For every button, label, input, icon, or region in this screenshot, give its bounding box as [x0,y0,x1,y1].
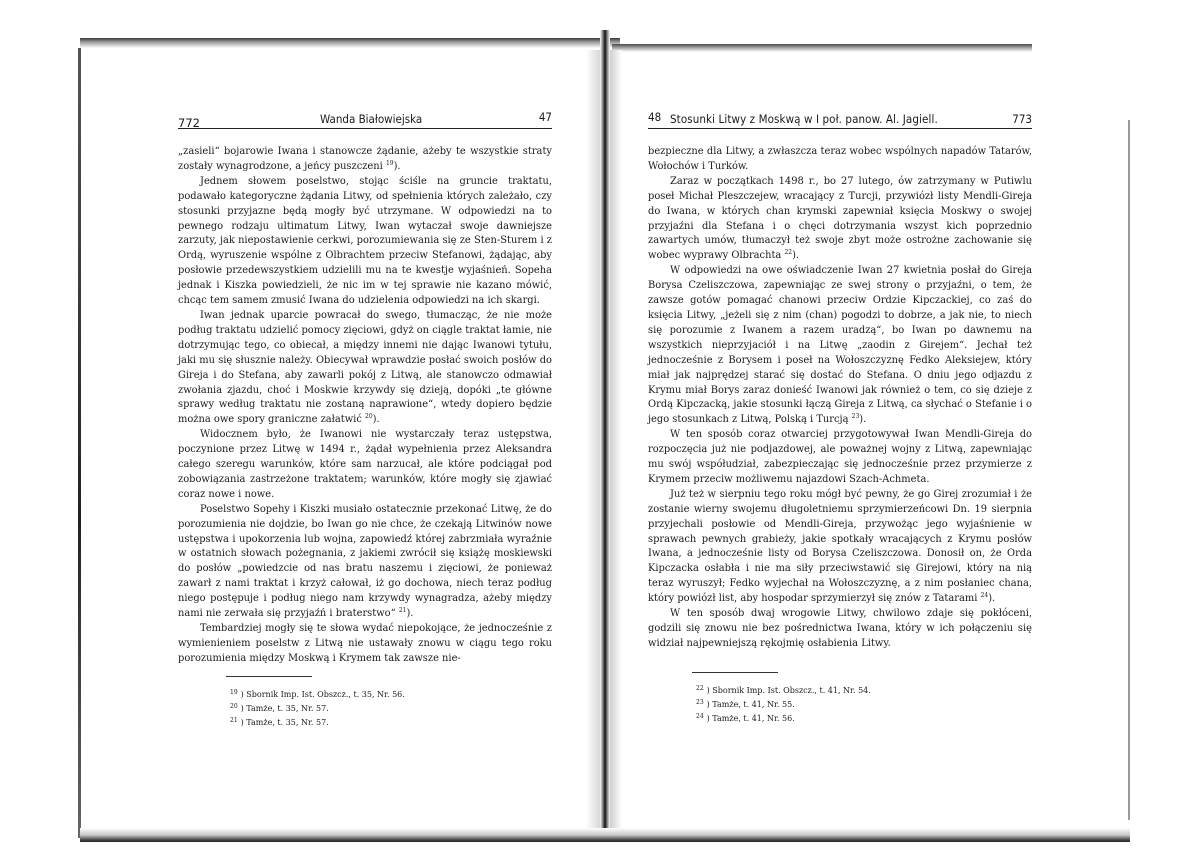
paragraph-text: ). [988,593,996,605]
footnote-reference: 23 [851,413,860,421]
paragraph-text: ). [792,250,800,262]
paragraph [648,145,1032,175]
footnote [230,715,552,729]
paragraph-text: ). [859,414,867,426]
scan-left-edge [78,48,81,838]
running-title-article: Stosunki Litwy z Moskwą w I poł. panow. Al. Jagiell. [670,112,938,126]
footnote-text: ) Tamże, t. 41, Nr. 55. [706,700,795,709]
right-page-header [648,108,1032,129]
page-number-772: 772 [178,116,200,130]
paragraph-text: „zasieli“ bojarowie Iwana i stanowcze żądanie, ażeby te wszystkie straty zostały wynagrodzone, a jeńcy puszczeni [178,146,552,172]
footnote-reference: 20 [365,413,373,421]
footnote-number: 22 [696,685,704,692]
paragraph [178,309,552,428]
paragraph [178,145,552,175]
footnote-text: ) Tamże, t. 35, Nr. 57. [240,704,329,713]
paragraph-text: Iwan jednak uparcie powracał do swego, tłumacząc, że nie może podług traktatu udzielić pomocy zięciowi, gdyż on ciągle traktat łamie, nie dotrzymując tego, co obiecał, a między innemi nie dając Iwanowi tytułu, jaki mu się słusznie należy. Obiecywał wprawdzie posłać swoich posłów do Gireja i do Stefana, aby zawarli pokój z Litwą, ale stanowczo odmawiał zwołania zjazdu, choć i Moskwie krzywdy się dzieją, dopóki „te główne sprawy według traktatu nie zostaną naprawione“, wtedy dopiero będzie można owe spory graniczne załatwić [178,309,552,426]
paragraph [178,428,552,503]
scan-bottom-edge [80,828,1130,842]
paragraph-text: bezpieczne dla Litwy, a zwłaszcza teraz wobec wspólnych napadów Tatarów, Wołochów i Turków. [648,146,1032,172]
footnote-number: 19 [230,689,238,696]
footnote-reference: 21 [398,607,407,615]
footnote [696,697,1032,711]
footnote [230,687,552,701]
paragraph-text: W odpowiedzi na owe oświadczenie Iwan 27 kwietnia posłał do Gireja Borysa Czeliszczowa, zapewniając ze swej strony o przyjaźni, o tem, że zawsze gotów pomagać chanowi przeciw Ordzie Kipczackiej, co zaś do księcia Litwy, „jeżeli się z nim (chan) pogodzi to dobrze, a jak nie, to niech się porozumie z Iwanem a razem uradzą“, bo Iwan po dawnemu na wszystkich nieprzyjaciół i na Litwę „zaodin z Girejem“. Jechał też jednocześnie z Borysem i poseł na Wołoszczyznę Fedko Aleksiejew, który miał jak najprędzej starać się dostać do Stefana. O dniu jego odjazdu z Krymu miał Borys zaraz donieść Iwanowi jak również o tem, co się dzieje z Ordą Kipczacką, jakie stosunki łączą Gireja z Litwą, ca słychać o Stefanie i o jego stosunkach z Litwą, Polską i Turcją [648,265,1032,426]
paragraph-text: W ten sposób coraz otwarciej przygotowywał Iwan Mendli-Gireja do rozpoczęcia już nie podjazdowej, ale poważnej wojny z Litwą, zapewniając mu swój współudział, zabezpieczając się jednocześnie przez przymierze z Krymem przeciw możliwemu najazdowi Szach-Achmeta. [648,429,1032,485]
footnote [230,701,552,715]
paragraph-text: Już też w sierpniu tego roku mógł być pewny, że go Girej zrozumiał i że zostanie wierny swojemu długoletniemu sprzymierzeńcowi Dn. 19 sierpnia przyjechali posłowie od Mendli-Gireja, przywożąc jego wyjaśnienie w sprawach pewnych grabieży, jakie spotkały wracających z Krymu posłów Iwana, a jednocześnie listy od Borysa Czeliszczowa. Donosił on, że Orda Kipczacka osłabła i nie ma siły przeciwstawić się Girejowi, który na nią teraz wyruszył; Fedko wyjechał na Wołoszczyznę, a z nim posłaniec chana, który powiózł list, aby hospodar sprzymierzył się znów z Tatarami [648,488,1032,605]
left-page-header [178,108,552,129]
left-page-body [178,145,552,667]
book-spine [600,30,610,840]
paragraph-text: ). [393,160,401,172]
paragraph [178,503,552,622]
footnote [696,683,1032,697]
footnote-rule [226,676,312,677]
footnote-text: ) Tamże, t. 35, Nr. 57. [240,718,329,727]
page-number-48: 48 [648,110,662,124]
footnote-number: 24 [696,713,704,720]
paragraph-text: Tembardziej mogły się te słowa wydać niepokojące, że jednocześnie z wymienieniem poselstw z Litwą nie ustawały znowu w ciągu tego roku porozumienia między Moskwą i Krymem tak zawsze nie- [178,623,552,664]
footnote-text: ) Sbornik Imp. Ist. Obszcz., t. 41, Nr. 54. [706,686,871,695]
paragraph [648,264,1032,428]
scan-top-edge-right [612,44,1032,52]
footnote-reference: 24 [980,592,989,600]
footnote-reference: 22 [784,249,793,257]
paragraph [648,607,1032,652]
scan-top-edge-left [80,38,620,48]
paragraph-text: Zaraz w początkach 1498 r., bo 27 lutego, ów zatrzymany w Putiwlu poseł Michał Pleszczejew, wracający z Turcji, przywiózł listy Mendli-Gireja do Iwana, w których chan krymski zapewniał księcia Moskwy o swojej przyjaźni dla Stefana i o chęci dotrzymania wszyst kich poprzednio zawartych umów, tłumaczył też swoje zbyt może ostrożne zachowanie się wobec wyprawy Olbrachta [648,175,1032,262]
paragraph-text: ). [406,608,414,620]
footnote-reference: 19 [385,159,394,167]
right-page-body [648,145,1032,652]
footnote-number: 23 [696,699,704,706]
running-title-author: Wanda Białowiejska [320,112,423,126]
paragraph [648,488,1032,607]
paragraph-text: Jednem słowem poselstwo, stojąc ściśle na gruncie traktatu, podawało kategoryczne żądania Litwy, od spełnienia których zależało, czy stosunki przyjazne będą mogły być utrzymane. W odpowiedzi na to pewnego rodzaju ultimatum Litwy, Iwan wytaczał swoje dawniejsze zarzuty, jak niepostawienie cerkwi, porozumiewania się ze Sten-Sturem i z Ordą, wyruszenie wspólne z Olbrachtem przeciw Stefanowi, żądając, aby posłowie przedewszystkiem udzielili mu na te kwestje wyjaśnień. Sopeha jednak i Kiszka powiedzieli, że nic im w tej sprawie nie kazano mówić, chcąc tem samem zmusić Iwana do udzielenia odpowiedzi na ich skargi. [178,175,552,307]
left-footnotes [178,676,552,729]
gutter-shadow-right [610,50,622,840]
left-page [178,108,552,727]
paragraph-text: W ten sposób dwaj wrogowie Litwy, chwilowo zdaje się pokłóceni, godzili się znowu nie bez pośrednictwa Iwana, który w ich połączeniu się widział najpewniejszą rękojmię osłabienia Litwy. [648,608,1032,649]
paragraph [648,175,1032,264]
gutter-shadow-left [586,50,600,840]
right-page [648,108,1032,723]
paragraph [648,428,1032,488]
page-number-47: 47 [538,110,552,124]
footnote-number: 21 [230,717,238,724]
scan-right-edge [1128,120,1130,820]
page-number-773: 773 [1012,112,1032,126]
paragraph-text: ). [372,414,380,426]
right-footnotes [648,672,1032,725]
paragraph [178,622,552,667]
footnote-number: 20 [230,703,238,710]
paragraph-text: Poselstwo Sopehy i Kiszki musiało ostatecznie przekonać Litwę, że do porozumienia nie dojdzie, bo Iwan go nie chce, że czekają Litwinów nowe ustępstwa i upokorzenia lub wojna, zapowiedź której zabrzmiała wyraźnie w ostatnich słowach pożegnania, z jakiemi zwrócił się książę moskiewski do posłów „powiedzcie od nas bratu naszemu i zięciowi, że ponieważ zawarł z nami traktat i krzyż całował, iż go dochowa, niech teraz podług niego postępuje i podług niego nam krzywdy wynagradza, ażeby między nami nie zerwała się przyjaźń i braterstwo“ [178,503,552,620]
footnote-text: ) Tamże, t. 41, Nr. 56. [706,714,795,723]
footnote [696,711,1032,725]
paragraph [178,175,552,309]
paragraph-text: Widocznem było, że Iwanowi nie wystarczały teraz ustępstwa, poczynione przez Litwę w 1494 r., żądał wypełnienia przez Aleksandra całego szeregu warunków, które sam narzucał, ale które podciągał pod zobowiązania zastrzeżone traktatem; warunków, które mogły się zjawiać coraz nowe i nowe. [178,429,552,500]
footnote-text: ) Sbornik Imp. Ist. Obszcz., t. 35, Nr. 56. [240,690,405,699]
footnote-rule [692,672,778,673]
